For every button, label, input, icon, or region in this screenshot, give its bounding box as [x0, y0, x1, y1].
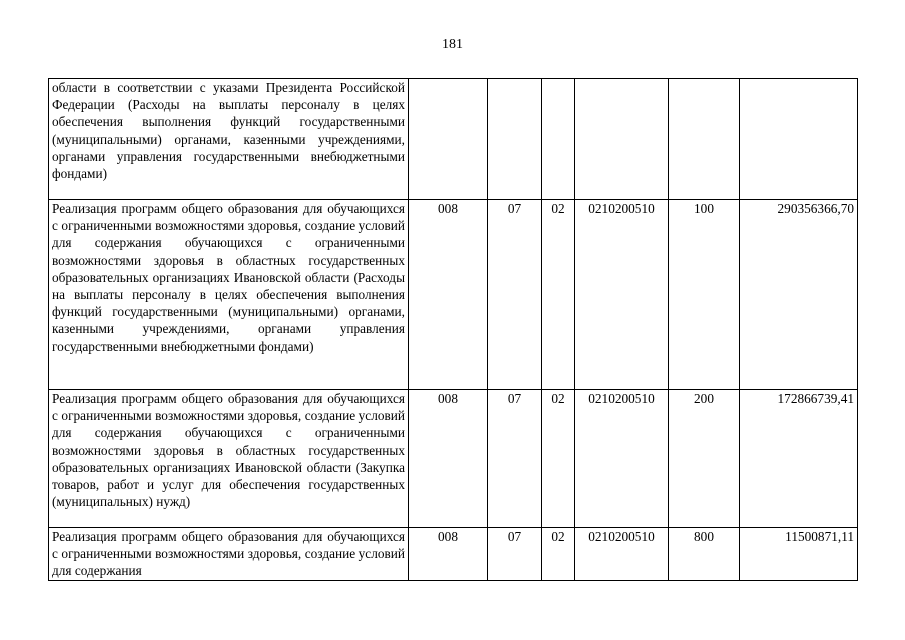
department-code: 008 — [409, 390, 488, 528]
table-row — [49, 200, 858, 390]
section-code: 07 — [488, 528, 542, 581]
amount: 290356366,70 — [740, 200, 858, 390]
target-article-code: 0210200510 — [575, 528, 669, 581]
target-article-code: 0210200510 — [575, 390, 669, 528]
expense-type-code: 200 — [669, 390, 740, 528]
department-code — [409, 79, 488, 200]
target-article-code — [575, 79, 669, 200]
department-code: 008 — [409, 528, 488, 581]
table-row — [49, 528, 858, 581]
department-code: 008 — [409, 200, 488, 390]
budget-table — [48, 78, 858, 581]
row-description: Реализация программ общего образования для обучающихся с ограниченными возможностями здоровья, создание условий для содержания обучающихся с ограниченными возможностями здоровья в областных государственных образовательных организациях Ивановской области (Расходы на выплаты персоналу в целях обеспечения выполнения функций государственными (муниципальными) органами, казенными учреждениями, органами управления государственными внебюджетными фондами) — [49, 200, 409, 390]
subsection-code — [542, 79, 575, 200]
target-article-code: 0210200510 — [575, 200, 669, 390]
subsection-code: 02 — [542, 528, 575, 581]
amount — [740, 79, 858, 200]
amount: 172866739,41 — [740, 390, 858, 528]
section-code: 07 — [488, 200, 542, 390]
amount: 11500871,11 — [740, 528, 858, 581]
expense-type-code — [669, 79, 740, 200]
expense-type-code: 100 — [669, 200, 740, 390]
table-row — [49, 390, 858, 528]
table-row — [49, 79, 858, 200]
section-code — [488, 79, 542, 200]
row-description: Реализация программ общего образования для обучающихся с ограниченными возможностями здоровья, создание условий для содержания обучающихся с ограниченными возможностями здоровья в областных государственных образовательных организациях Ивановской области (Закупка товаров, работ и услуг для обеспечения государственных (муниципальных) нужд) — [49, 390, 409, 528]
expense-type-code: 800 — [669, 528, 740, 581]
page-number: 181 — [442, 37, 463, 52]
subsection-code: 02 — [542, 200, 575, 390]
row-description: области в соответствии с указами Президента Российской Федерации (Расходы на выплаты персоналу в целях обеспечения выполнения функций государственными (муниципальными) органами, казенными учреждениями, органами управления государственными внебюджетными фондами) — [49, 79, 409, 200]
row-description: Реализация программ общего образования для обучающихся с ограниченными возможностями здоровья, создание условий для содержания — [49, 528, 409, 581]
section-code: 07 — [488, 390, 542, 528]
subsection-code: 02 — [542, 390, 575, 528]
